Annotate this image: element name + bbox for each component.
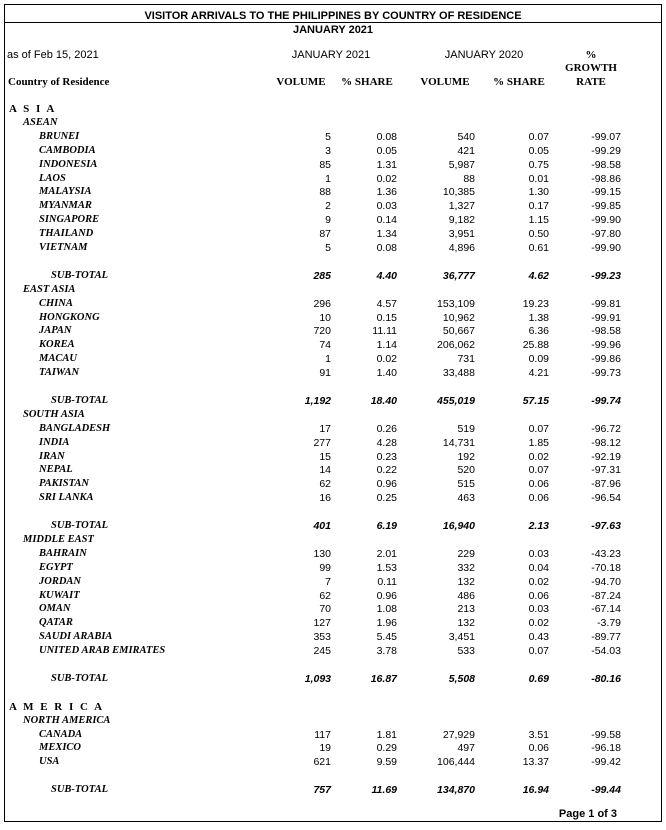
volume-2020-cell: 4,896 (448, 242, 475, 254)
growth-rate-cell: -67.14 (591, 603, 621, 616)
share-2021-cell: 11.69 (371, 784, 397, 797)
country-name: UNITED ARAB EMIRATES (39, 645, 166, 657)
growth-rate-cell: -94.70 (591, 575, 621, 588)
volume-2021-cell: 296 (313, 297, 331, 310)
volume-2020-cell: 519 (457, 422, 475, 435)
country-name: SAUDI ARABIA (39, 631, 113, 643)
table-row (5, 436, 661, 450)
share-2021-cell: 9.59 (376, 756, 397, 769)
volume-2020-cell: 106,444 (437, 756, 475, 769)
subtotal-row (5, 394, 661, 408)
subtotal-label: SUB-TOTAL (51, 394, 108, 406)
table-row (5, 422, 661, 436)
header-country: Country of Residence (8, 76, 110, 88)
volume-2020-cell: 533 (457, 645, 475, 658)
table-row (5, 227, 661, 241)
share-2021-cell: 6.19 (376, 520, 397, 532)
table-row (5, 185, 661, 199)
share-2021-cell: 0.22 (376, 464, 397, 477)
country-name: NEPAL (39, 464, 73, 476)
share-2020-cell: 0.06 (528, 478, 549, 491)
table-row (5, 241, 661, 255)
subregion-heading (5, 533, 661, 547)
volume-2020-cell: 134,870 (437, 784, 475, 797)
share-2020-cell: 25.88 (522, 339, 549, 352)
growth-rate-cell: -99.96 (591, 339, 621, 352)
subtotal-label: SUB-TOTAL (51, 269, 108, 281)
volume-2020-cell: 206,062 (437, 339, 475, 352)
country-name: THAILAND (39, 228, 94, 240)
growth-rate-cell: -97.80 (591, 228, 621, 241)
country-name: CHINA (39, 297, 73, 309)
share-2020-cell: 0.02 (528, 450, 549, 463)
growth-rate-cell: -96.54 (591, 492, 621, 505)
volume-2020-cell: 332 (457, 561, 475, 574)
growth-rate-cell: -96.72 (591, 422, 621, 435)
volume-2021-cell: 15 (319, 450, 331, 463)
share-2020-cell: 0.61 (528, 242, 549, 254)
share-2021-cell: 0.25 (376, 492, 397, 505)
share-2021-cell: 1.40 (376, 367, 397, 380)
share-2021-cell: 1.34 (376, 228, 397, 241)
blank-row (5, 658, 661, 672)
volume-2021-cell: 1 (325, 172, 331, 185)
subregion-heading (5, 408, 661, 422)
volume-2020-cell: 5,508 (448, 672, 475, 685)
volume-2020-cell: 520 (457, 464, 475, 477)
volume-2021-cell: 353 (313, 631, 331, 644)
share-2020-cell: 0.06 (528, 742, 549, 755)
volume-2021-cell: 10 (319, 311, 331, 324)
country-name: MALAYSIA (39, 186, 92, 198)
share-2021-cell: 0.02 (376, 353, 397, 366)
country-name: MEXICO (39, 742, 82, 754)
table-row (5, 199, 661, 213)
header-volume-2020: VOLUME (420, 76, 470, 88)
country-name: USA (39, 756, 60, 768)
share-2020-cell: 1.30 (528, 186, 549, 199)
country-name: SRI LANKA (39, 492, 94, 504)
table-row (5, 144, 661, 158)
volume-2020-cell: 192 (457, 450, 475, 463)
volume-2020-cell: 463 (457, 492, 475, 505)
country-name: PAKISTAN (39, 478, 89, 490)
volume-2021-cell: 757 (313, 784, 331, 797)
share-2020-cell: 57.15 (522, 394, 549, 407)
volume-2021-cell: 5 (325, 130, 331, 143)
volume-2020-cell: 421 (457, 144, 475, 157)
share-2021-cell: 3.78 (376, 645, 397, 658)
growth-rate-cell: -98.12 (591, 436, 621, 449)
table-row (5, 463, 661, 477)
share-2020-cell: 0.50 (528, 228, 549, 241)
volume-2020-cell: 731 (457, 353, 475, 366)
volume-2020-cell: 10,962 (442, 311, 475, 324)
volume-2020-cell: 27,929 (442, 728, 475, 741)
region-heading (5, 102, 661, 116)
country-name: INDONESIA (39, 158, 98, 170)
blank-row (5, 769, 661, 783)
subregion-heading (5, 116, 661, 130)
volume-2021-cell: 1,192 (304, 394, 331, 407)
country-name: LAOS (39, 172, 66, 184)
share-2020-cell: 0.07 (528, 422, 549, 435)
volume-2021-cell: 70 (319, 603, 331, 616)
volume-2021-cell: 62 (319, 589, 331, 602)
country-name: INDIA (39, 436, 70, 448)
share-2021-cell: 1.96 (376, 617, 397, 630)
volume-2020-cell: 50,667 (442, 325, 475, 338)
report-page (4, 4, 662, 822)
growth-rate-cell: -97.31 (591, 464, 621, 477)
table-row (5, 130, 661, 144)
subtotal-label: SUB-TOTAL (51, 784, 108, 796)
share-2021-cell: 0.29 (376, 742, 397, 755)
volume-2021-cell: 16 (319, 492, 331, 505)
subtotal-row (5, 783, 661, 797)
table-row (5, 324, 661, 338)
share-2020-cell: 3.51 (528, 728, 549, 741)
growth-rate-cell: -99.42 (591, 756, 621, 769)
country-name: MACAU (39, 353, 77, 365)
country-name: EGYPT (39, 561, 73, 573)
volume-2021-cell: 117 (314, 728, 331, 741)
share-2020-cell: 0.02 (528, 617, 549, 630)
share-2020-cell: 0.03 (528, 547, 549, 560)
volume-2021-cell: 2 (325, 200, 331, 213)
share-2020-cell: 16.94 (522, 784, 549, 797)
country-name: IRAN (39, 450, 65, 462)
growth-rate-cell: -98.58 (591, 325, 621, 338)
growth-rate-cell: -99.85 (591, 200, 621, 213)
volume-2021-cell: 5 (325, 242, 331, 254)
country-name: TAIWAN (39, 367, 80, 379)
blank-row (5, 686, 661, 700)
header-volume-2021: VOLUME (276, 76, 326, 88)
volume-2020-cell: 497 (457, 742, 475, 755)
blank-row (5, 380, 661, 394)
growth-rate-cell: -99.29 (591, 144, 621, 157)
volume-2021-cell: 85 (319, 158, 331, 171)
share-2021-cell: 4.28 (376, 436, 397, 449)
region-heading (5, 700, 661, 714)
report-period: JANUARY 2021 (292, 24, 374, 36)
growth-rate-cell: -99.58 (591, 728, 621, 741)
table-row (5, 338, 661, 352)
growth-rate-cell: -97.63 (591, 520, 621, 532)
country-name: BANGLADESH (39, 422, 111, 434)
table-row (5, 352, 661, 366)
volume-2020-cell: 9,182 (448, 214, 475, 227)
header-share-2021: % SHARE (341, 76, 393, 88)
share-2020-cell: 0.06 (528, 492, 549, 505)
as-of-date: as of Feb 15, 2021 (7, 49, 99, 61)
share-2020-cell: 0.04 (528, 561, 549, 574)
volume-2020-cell: 16,940 (442, 520, 475, 532)
share-2020-cell: 0.17 (528, 200, 549, 213)
share-2021-cell: 11.11 (372, 325, 397, 338)
subregion-heading (5, 283, 661, 297)
share-2020-cell: 1.85 (528, 436, 549, 449)
volume-2021-cell: 720 (313, 325, 331, 338)
growth-rate-cell: -99.91 (591, 311, 621, 324)
growth-rate-cell: -43.23 (591, 547, 621, 560)
volume-2021-cell: 621 (313, 756, 331, 769)
volume-2020-cell: 3,951 (448, 228, 475, 241)
country-name: VIETNAM (39, 242, 88, 253)
volume-2021-cell: 7 (325, 575, 331, 588)
volume-2020-cell: 229 (457, 547, 475, 560)
growth-rate-cell: -98.58 (591, 158, 621, 171)
growth-rate-cell: -99.15 (591, 186, 621, 199)
volume-2021-cell: 74 (319, 339, 331, 352)
share-2021-cell: 4.57 (376, 297, 397, 310)
growth-rate-cell: -87.24 (591, 589, 621, 602)
table-row (5, 616, 661, 630)
share-2021-cell: 1.31 (376, 158, 397, 171)
header-rate: RATE (576, 76, 606, 88)
growth-rate-cell: -3.79 (597, 617, 621, 630)
subtotal-label: SUB-TOTAL (51, 672, 108, 684)
table-row (5, 158, 661, 172)
table-row (5, 589, 661, 603)
volume-2020-cell: 515 (457, 478, 475, 491)
share-2020-cell: 0.07 (528, 464, 549, 477)
share-2020-cell: 0.06 (528, 589, 549, 602)
growth-rate-cell: -99.07 (591, 130, 621, 143)
country-name: QATAR (39, 617, 73, 629)
volume-2020-cell: 132 (457, 575, 475, 588)
country-name: HONGKONG (39, 311, 100, 323)
subtotal-label: SUB-TOTAL (51, 520, 108, 531)
share-2021-cell: 0.96 (376, 478, 397, 491)
share-2020-cell: 13.37 (522, 756, 549, 769)
share-2021-cell: 0.11 (377, 575, 397, 588)
growth-rate-cell: -54.03 (591, 645, 621, 658)
share-2020-cell: 0.69 (528, 672, 549, 685)
volume-2020-cell: 14,731 (442, 436, 475, 449)
table-row (5, 297, 661, 311)
volume-2021-cell: 91 (319, 367, 331, 380)
share-2021-cell: 1.53 (376, 561, 397, 574)
volume-2020-cell: 153,109 (437, 297, 475, 310)
growth-rate-cell: -99.90 (591, 242, 621, 254)
volume-2020-cell: 5,987 (448, 158, 475, 171)
volume-2020-cell: 3,451 (448, 631, 475, 644)
share-2020-cell: 0.75 (528, 158, 549, 171)
table-row (5, 644, 661, 658)
volume-2021-cell: 62 (319, 478, 331, 491)
growth-rate-cell: -89.77 (591, 631, 621, 644)
share-2020-cell: 0.07 (528, 645, 549, 658)
country-name: JORDAN (39, 575, 82, 587)
share-2021-cell: 0.03 (376, 200, 397, 213)
header-percent: % (585, 49, 597, 61)
volume-2020-cell: 540 (457, 130, 475, 143)
subtotal-row (5, 269, 661, 283)
volume-2021-cell: 245 (313, 645, 331, 658)
subregion-label: EAST ASIA (23, 283, 76, 295)
column-group-jan2020: JANUARY 2020 (444, 49, 524, 61)
growth-rate-cell: -98.86 (591, 172, 621, 185)
volume-2020-cell: 36,777 (442, 269, 475, 282)
header-share-2020: % SHARE (493, 76, 545, 88)
subregion-label: ASEAN (23, 116, 58, 128)
share-2020-cell: 0.09 (528, 353, 549, 366)
volume-2021-cell: 99 (319, 561, 331, 574)
volume-2020-cell: 1,327 (448, 200, 475, 213)
country-name: CAMBODIA (39, 144, 96, 156)
country-name: KOREA (39, 339, 75, 351)
share-2020-cell: 0.05 (528, 144, 549, 157)
growth-rate-cell: -99.86 (591, 353, 621, 366)
share-2021-cell: 0.14 (376, 214, 397, 227)
subregion-heading (5, 714, 661, 728)
share-2021-cell: 5.45 (376, 631, 397, 644)
share-2020-cell: 1.15 (528, 214, 549, 227)
subtotal-row (5, 672, 661, 686)
subregion-label: MIDDLE EAST (23, 533, 94, 545)
volume-2021-cell: 17 (319, 422, 331, 435)
country-name: MYANMAR (39, 200, 92, 212)
growth-rate-cell: -99.81 (591, 297, 621, 310)
country-name: SINGAPORE (39, 214, 100, 226)
table-row (5, 602, 661, 616)
table-row (5, 561, 661, 575)
table-row (5, 172, 661, 186)
country-name: JAPAN (39, 325, 72, 337)
share-2021-cell: 1.36 (376, 186, 397, 199)
subregion-label: SOUTH ASIA (23, 408, 85, 420)
share-2020-cell: 2.13 (528, 520, 549, 532)
growth-rate-cell: -96.18 (591, 742, 621, 755)
volume-2021-cell: 87 (319, 228, 331, 241)
share-2020-cell: 0.03 (528, 603, 549, 616)
share-2021-cell: 0.05 (376, 144, 397, 157)
table-row (5, 366, 661, 380)
share-2021-cell: 0.23 (376, 450, 397, 463)
volume-2021-cell: 127 (313, 617, 331, 630)
region-label: A S I A (9, 103, 57, 115)
share-2020-cell: 1.38 (528, 311, 549, 324)
table-row (5, 728, 661, 742)
share-2020-cell: 0.01 (528, 172, 549, 185)
growth-rate-cell: -99.74 (591, 394, 621, 407)
share-2021-cell: 16.87 (370, 672, 397, 685)
subregion-label: NORTH AMERICA (23, 714, 111, 726)
table-row (5, 311, 661, 325)
share-2021-cell: 1.14 (376, 339, 397, 352)
volume-2021-cell: 14 (319, 464, 331, 477)
table-row (5, 450, 661, 464)
table-row (5, 575, 661, 589)
header-growth: GROWTH (565, 62, 617, 74)
volume-2020-cell: 486 (457, 589, 475, 602)
blank-row (5, 255, 661, 269)
share-2021-cell: 0.08 (376, 242, 397, 254)
growth-rate-cell: -99.73 (591, 367, 621, 380)
report-title: VISITOR ARRIVALS TO THE PHILIPPINES BY COUNTRY OF RESIDENCE (5, 10, 661, 23)
share-2021-cell: 4.40 (376, 269, 397, 282)
volume-2021-cell: 19 (319, 742, 331, 755)
volume-2021-cell: 1,093 (304, 672, 331, 685)
volume-2020-cell: 213 (457, 603, 475, 616)
growth-rate-cell: -99.90 (591, 214, 621, 227)
volume-2021-cell: 277 (313, 436, 331, 449)
volume-2021-cell: 1 (325, 353, 331, 366)
share-2020-cell: 6.36 (528, 325, 549, 338)
volume-2021-cell: 401 (313, 520, 331, 532)
country-name: BAHRAIN (39, 547, 87, 559)
volume-2020-cell: 132 (457, 617, 475, 630)
volume-2020-cell: 88 (463, 172, 475, 185)
share-2021-cell: 1.81 (376, 728, 397, 741)
column-group-jan2021: JANUARY 2021 (291, 49, 371, 61)
table-row (5, 741, 661, 755)
growth-rate-cell: -99.23 (591, 269, 621, 282)
volume-2020-cell: 33,488 (442, 367, 475, 380)
volume-2021-cell: 130 (313, 547, 331, 560)
volume-2020-cell: 455,019 (437, 394, 475, 407)
table-row (5, 213, 661, 227)
share-2021-cell: 0.96 (376, 589, 397, 602)
page-number: Page 1 of 3 (558, 808, 617, 820)
table-row (5, 491, 661, 505)
blank-row (5, 505, 661, 519)
volume-2021-cell: 285 (313, 269, 331, 282)
share-2021-cell: 0.08 (376, 130, 397, 143)
share-2020-cell: 0.07 (528, 130, 549, 143)
share-2020-cell: 0.43 (528, 631, 549, 644)
share-2021-cell: 0.15 (376, 311, 397, 324)
growth-rate-cell: -87.96 (591, 478, 621, 491)
table-row (5, 630, 661, 644)
subtotal-row (5, 519, 661, 533)
volume-2021-cell: 88 (319, 186, 331, 199)
volume-2020-cell: 10,385 (442, 186, 475, 199)
table-row (5, 547, 661, 561)
table-row (5, 477, 661, 491)
growth-rate-cell: -70.18 (591, 561, 621, 574)
share-2020-cell: 4.21 (528, 367, 549, 380)
volume-2021-cell: 3 (325, 144, 331, 157)
share-2021-cell: 1.08 (376, 603, 397, 616)
volume-2021-cell: 9 (325, 214, 331, 227)
table-row (5, 755, 661, 769)
growth-rate-cell: -92.19 (591, 450, 621, 463)
share-2020-cell: 19.23 (522, 297, 549, 310)
share-2021-cell: 2.01 (376, 547, 397, 560)
share-2021-cell: 0.26 (376, 422, 397, 435)
country-name: CANADA (39, 728, 83, 740)
growth-rate-cell: -99.44 (591, 784, 621, 797)
share-2020-cell: 4.62 (528, 269, 549, 282)
share-2021-cell: 18.40 (370, 394, 397, 407)
country-name: BRUNEI (39, 130, 80, 142)
country-name: KUWAIT (39, 589, 80, 601)
region-label: A M E R I C A (9, 700, 105, 713)
country-name: OMAN (39, 603, 71, 615)
growth-rate-cell: -80.16 (591, 672, 621, 685)
share-2020-cell: 0.02 (528, 575, 549, 588)
share-2021-cell: 0.02 (376, 172, 397, 185)
